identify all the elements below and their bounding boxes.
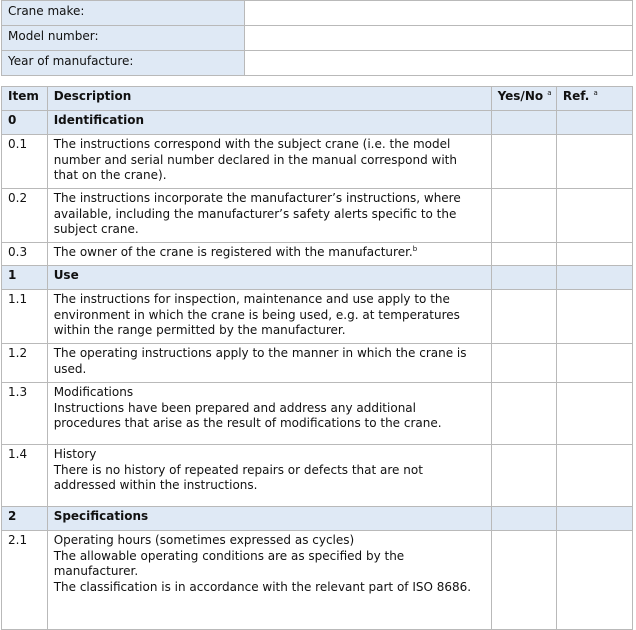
item-description: [47, 135, 491, 189]
ref-cell: [556, 111, 632, 135]
item-description: [47, 243, 491, 266]
ref-cell: [556, 507, 632, 531]
item-description: [47, 189, 491, 243]
description-line: subject crane.: [53, 222, 139, 236]
item-description: [47, 111, 491, 135]
yes-no-cell: [491, 266, 556, 290]
description-line: The instructions incorporate the manufacturer’s instructions, where: [53, 191, 461, 205]
item-number: 2.1: [2, 531, 48, 630]
yes-no-cell[interactable]: [491, 383, 556, 445]
item-description: [47, 383, 491, 445]
item-description: [47, 507, 491, 531]
item-number: 0.3: [2, 243, 48, 266]
description-line: History: [53, 447, 97, 461]
ref-cell[interactable]: [556, 531, 632, 630]
table-row: [2, 243, 633, 266]
item-description: [47, 445, 491, 507]
description-line: Modifications: [53, 385, 134, 399]
crane-info-row: [2, 1, 633, 26]
item-number: 0.1: [2, 135, 48, 189]
description-line: available, including the manufacturer’s safety alerts specific to the: [53, 206, 457, 221]
description-line: There is no history of repeated repairs or defects that are not: [53, 462, 423, 477]
ref-cell: [556, 266, 632, 290]
item-number: 1: [2, 266, 48, 290]
header-yes-no-label: Yes/No: [497, 89, 544, 103]
description-line: Operating hours (sometimes expressed as cycles): [53, 533, 355, 547]
description-line: The allowable operating conditions are as specified by the: [53, 548, 405, 563]
header-row: [2, 87, 633, 111]
table-row: [2, 344, 633, 383]
ref-cell[interactable]: [556, 135, 632, 189]
ref-cell[interactable]: [556, 189, 632, 243]
description-line: Instructions have been prepared and address any additional: [53, 400, 416, 415]
crane-info-row: [2, 26, 633, 51]
yes-no-cell: [491, 507, 556, 531]
yes-no-cell[interactable]: [491, 290, 556, 344]
crane-info-value-field[interactable]: [245, 26, 633, 51]
item-description: [47, 266, 491, 290]
footnote-marker: a: [593, 89, 598, 97]
section-row: [2, 266, 633, 290]
description-line: number and serial number declared in the manual correspond with: [53, 152, 457, 167]
ref-cell[interactable]: [556, 344, 632, 383]
description-line: Identification: [53, 113, 145, 127]
crane-info-row: [2, 51, 633, 76]
table-row: [2, 135, 633, 189]
description-line: within the range permitted by the manufacturer.: [53, 323, 346, 337]
yes-no-cell[interactable]: [491, 445, 556, 507]
description-line: The owner of the crane is registered with the manufacturer.$^b$: [53, 245, 418, 259]
crane-info-label: Crane make:: [2, 1, 245, 26]
description-line: The classification is in accordance with the relevant part of ISO 8686.: [53, 579, 472, 594]
table-row: [2, 383, 633, 445]
yes-no-cell[interactable]: [491, 531, 556, 630]
table-row: [2, 189, 633, 243]
description-line: manufacturer.: [53, 564, 139, 578]
item-description: [47, 344, 491, 383]
item-number: 1.2: [2, 344, 48, 383]
footnote-marker: b: [412, 245, 418, 253]
table-row: [2, 290, 633, 344]
header-item: Item: [2, 87, 48, 111]
item-number: 1.3: [2, 383, 48, 445]
crane-info-table: [1, 0, 633, 76]
ref-cell[interactable]: [556, 383, 632, 445]
description-line: environment in which the crane is being used, e.g. at temperatures: [53, 307, 460, 322]
crane-info-label: Model number:: [2, 26, 245, 51]
ref-cell[interactable]: [556, 243, 632, 266]
description-line: The operating instructions apply to the manner in which the crane is: [53, 346, 467, 360]
header-ref: [556, 87, 632, 111]
section-row: [2, 507, 633, 531]
yes-no-cell[interactable]: [491, 135, 556, 189]
description-line: The instructions for inspection, maintenance and use apply to the: [53, 292, 450, 306]
yes-no-cell: [491, 111, 556, 135]
description-line: Use: [53, 268, 79, 282]
yes-no-cell[interactable]: [491, 344, 556, 383]
checklist-table: [1, 86, 633, 630]
yes-no-cell[interactable]: [491, 243, 556, 266]
header-yes-no: [491, 87, 556, 111]
ref-cell[interactable]: [556, 445, 632, 507]
yes-no-cell[interactable]: [491, 189, 556, 243]
crane-info-value-field[interactable]: [245, 51, 633, 76]
section-row: [2, 111, 633, 135]
ref-cell[interactable]: [556, 290, 632, 344]
item-number: 1.1: [2, 290, 48, 344]
table-row: [2, 531, 633, 630]
description-line: Specifications: [53, 509, 149, 523]
header-ref-label: Ref.: [562, 89, 590, 103]
description-line: that on the crane).: [53, 168, 167, 182]
description-line: addressed within the instructions.: [53, 478, 258, 492]
footnote-marker: a: [547, 89, 552, 97]
item-number: 0.2: [2, 189, 48, 243]
item-number: 0: [2, 111, 48, 135]
item-description: [47, 531, 491, 630]
description-line: The instructions correspond with the subject crane (i.e. the model: [53, 137, 451, 151]
table-row: [2, 445, 633, 507]
crane-info-value-field[interactable]: [245, 1, 633, 26]
crane-info-label: Year of manufacture:: [2, 51, 245, 76]
description-line: procedures that arise as the result of modifications to the crane.: [53, 416, 442, 430]
item-description: [47, 290, 491, 344]
description-line: used.: [53, 361, 87, 376]
item-number: 2: [2, 507, 48, 531]
item-number: 1.4: [2, 445, 48, 507]
header-description: Description: [47, 87, 491, 111]
